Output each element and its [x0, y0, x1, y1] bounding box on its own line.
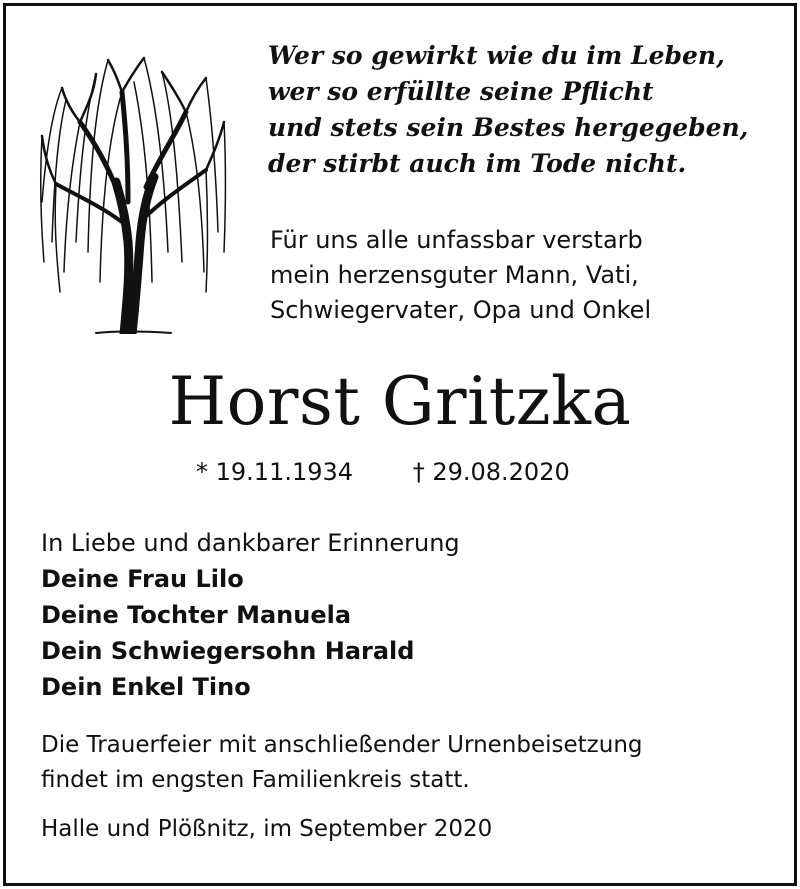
birth-date: * 19.11.1934 — [196, 458, 354, 486]
intro-line: mein herzensguter Mann, Vati, — [270, 261, 639, 289]
poem-line: der stirbt auch im Tode nicht. — [268, 149, 687, 178]
family-member: Deine Frau Lilo — [41, 565, 244, 593]
intro-line: Für uns alle unfassbar verstarb — [270, 226, 643, 254]
funeral-line: Die Trauerfeier mit anschließender Urnenbeisetzung — [41, 732, 643, 758]
announcement-intro — [270, 223, 651, 328]
intro-line: Schwiegervater, Opa und Onkel — [270, 296, 652, 324]
tree-icon — [36, 52, 228, 334]
family-member: Dein Schwiegersohn Harald — [41, 637, 415, 665]
poem-line: wer so erfüllte seine Pflicht — [268, 77, 654, 106]
funeral-notice — [41, 728, 643, 798]
life-dates — [196, 456, 570, 488]
poem — [268, 38, 748, 182]
family-signatures — [41, 525, 460, 705]
poem-line: und stets sein Bestes hergegeben, — [268, 113, 749, 142]
death-date: † 29.08.2020 — [412, 458, 570, 486]
funeral-line: findet im engsten Familienkreis statt. — [41, 767, 470, 793]
place-and-date: Halle und Plößnitz, im September 2020 — [41, 816, 493, 842]
poem-line: Wer so gewirkt wie du im Leben, — [268, 41, 725, 70]
deceased-name: Horst Gritzka — [168, 363, 632, 440]
remembrance-line: In Liebe und dankbarer Erinnerung — [41, 529, 460, 557]
family-member: Deine Tochter Manuela — [41, 601, 352, 629]
family-member: Dein Enkel Tino — [41, 673, 251, 701]
